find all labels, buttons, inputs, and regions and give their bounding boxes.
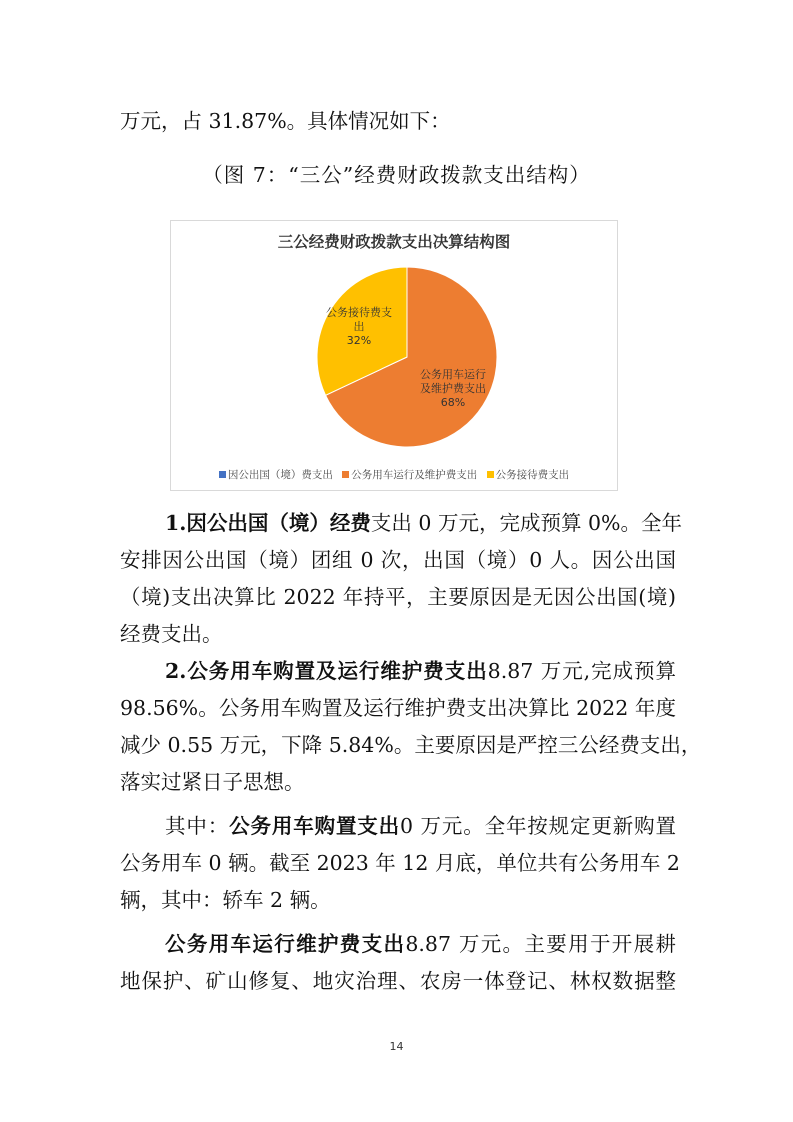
sec1-line-2: 安排因公出国（境）团组 0 次，出国（境）0 人。因公出国	[120, 548, 676, 572]
pie-svg	[171, 221, 617, 490]
slice-label-reception: 公务接待费支 出 32%	[326, 306, 392, 347]
chart-legend	[171, 467, 617, 482]
slice-label-vehicle: 公务用车运行 及维护费支出 68%	[420, 368, 486, 409]
sec2-line-1: 2.公务用车购置及运行维护费支出8.87 万元,完成预算	[165, 659, 676, 683]
legend-item-reception: 公务接待费支出	[487, 467, 570, 482]
sec3-line-1: 其中：公务用车购置支出0 万元。全年按规定更新购置	[165, 814, 677, 838]
intro-line: 万元，占 31.87%。具体情况如下：	[120, 109, 451, 133]
sec1-line-3: （境)支出决算比 2022 年持平，主要原因是无因公出国(境)	[120, 585, 676, 609]
chart-title: 三公经费财政拨款支出决算结构图	[277, 233, 511, 251]
sec3-line-3: 辆，其中：轿车 2 辆。	[120, 888, 331, 912]
sec4-heading: 公务用车运行维护费支出	[165, 932, 406, 956]
page-number: 14	[389, 1040, 404, 1053]
sec2-heading: 2.公务用车购置及运行维护费支出	[165, 659, 488, 683]
sec1-heading: 1.因公出国（境）经费	[165, 511, 371, 535]
sec1-line-1: 1.因公出国（境）经费支出 0 万元，完成预算 0%。全年	[165, 511, 683, 535]
sec4-line-1: 公务用车运行维护费支出8.87 万元。主要用于开展耕	[165, 932, 676, 956]
legend-item-abroad: 因公出国（境）费支出	[219, 467, 333, 482]
sec1-line-4: 经费支出。	[120, 622, 223, 646]
figure-caption: （图 7：“三公”经费财政拨款支出结构）	[202, 163, 591, 187]
sec3-line-2: 公务用车 0 辆。截至 2023 年 12 月底，单位共有公务用车 2	[120, 851, 680, 875]
legend-item-vehicle: 公务用车运行及维护费支出	[342, 467, 477, 482]
sec4-line-2: 地保护、矿山修复、地灾治理、农房一体登记、林权数据整	[120, 969, 676, 993]
legend-swatch	[342, 471, 349, 478]
legend-swatch	[487, 471, 494, 478]
legend-swatch	[219, 471, 226, 478]
sec3-heading: 公务用车购置支出	[229, 814, 401, 838]
sec2-line-4: 落实过紧日子思想。	[120, 770, 305, 794]
sec2-line-2: 98.56%。公务用车购置及运行维护费支出决算比 2022 年度	[120, 696, 676, 720]
pie-chart	[170, 220, 618, 491]
sec2-line-3: 减少 0.55 万元，下降 5.84%。主要原因是严控三公经费支出，	[120, 733, 702, 757]
